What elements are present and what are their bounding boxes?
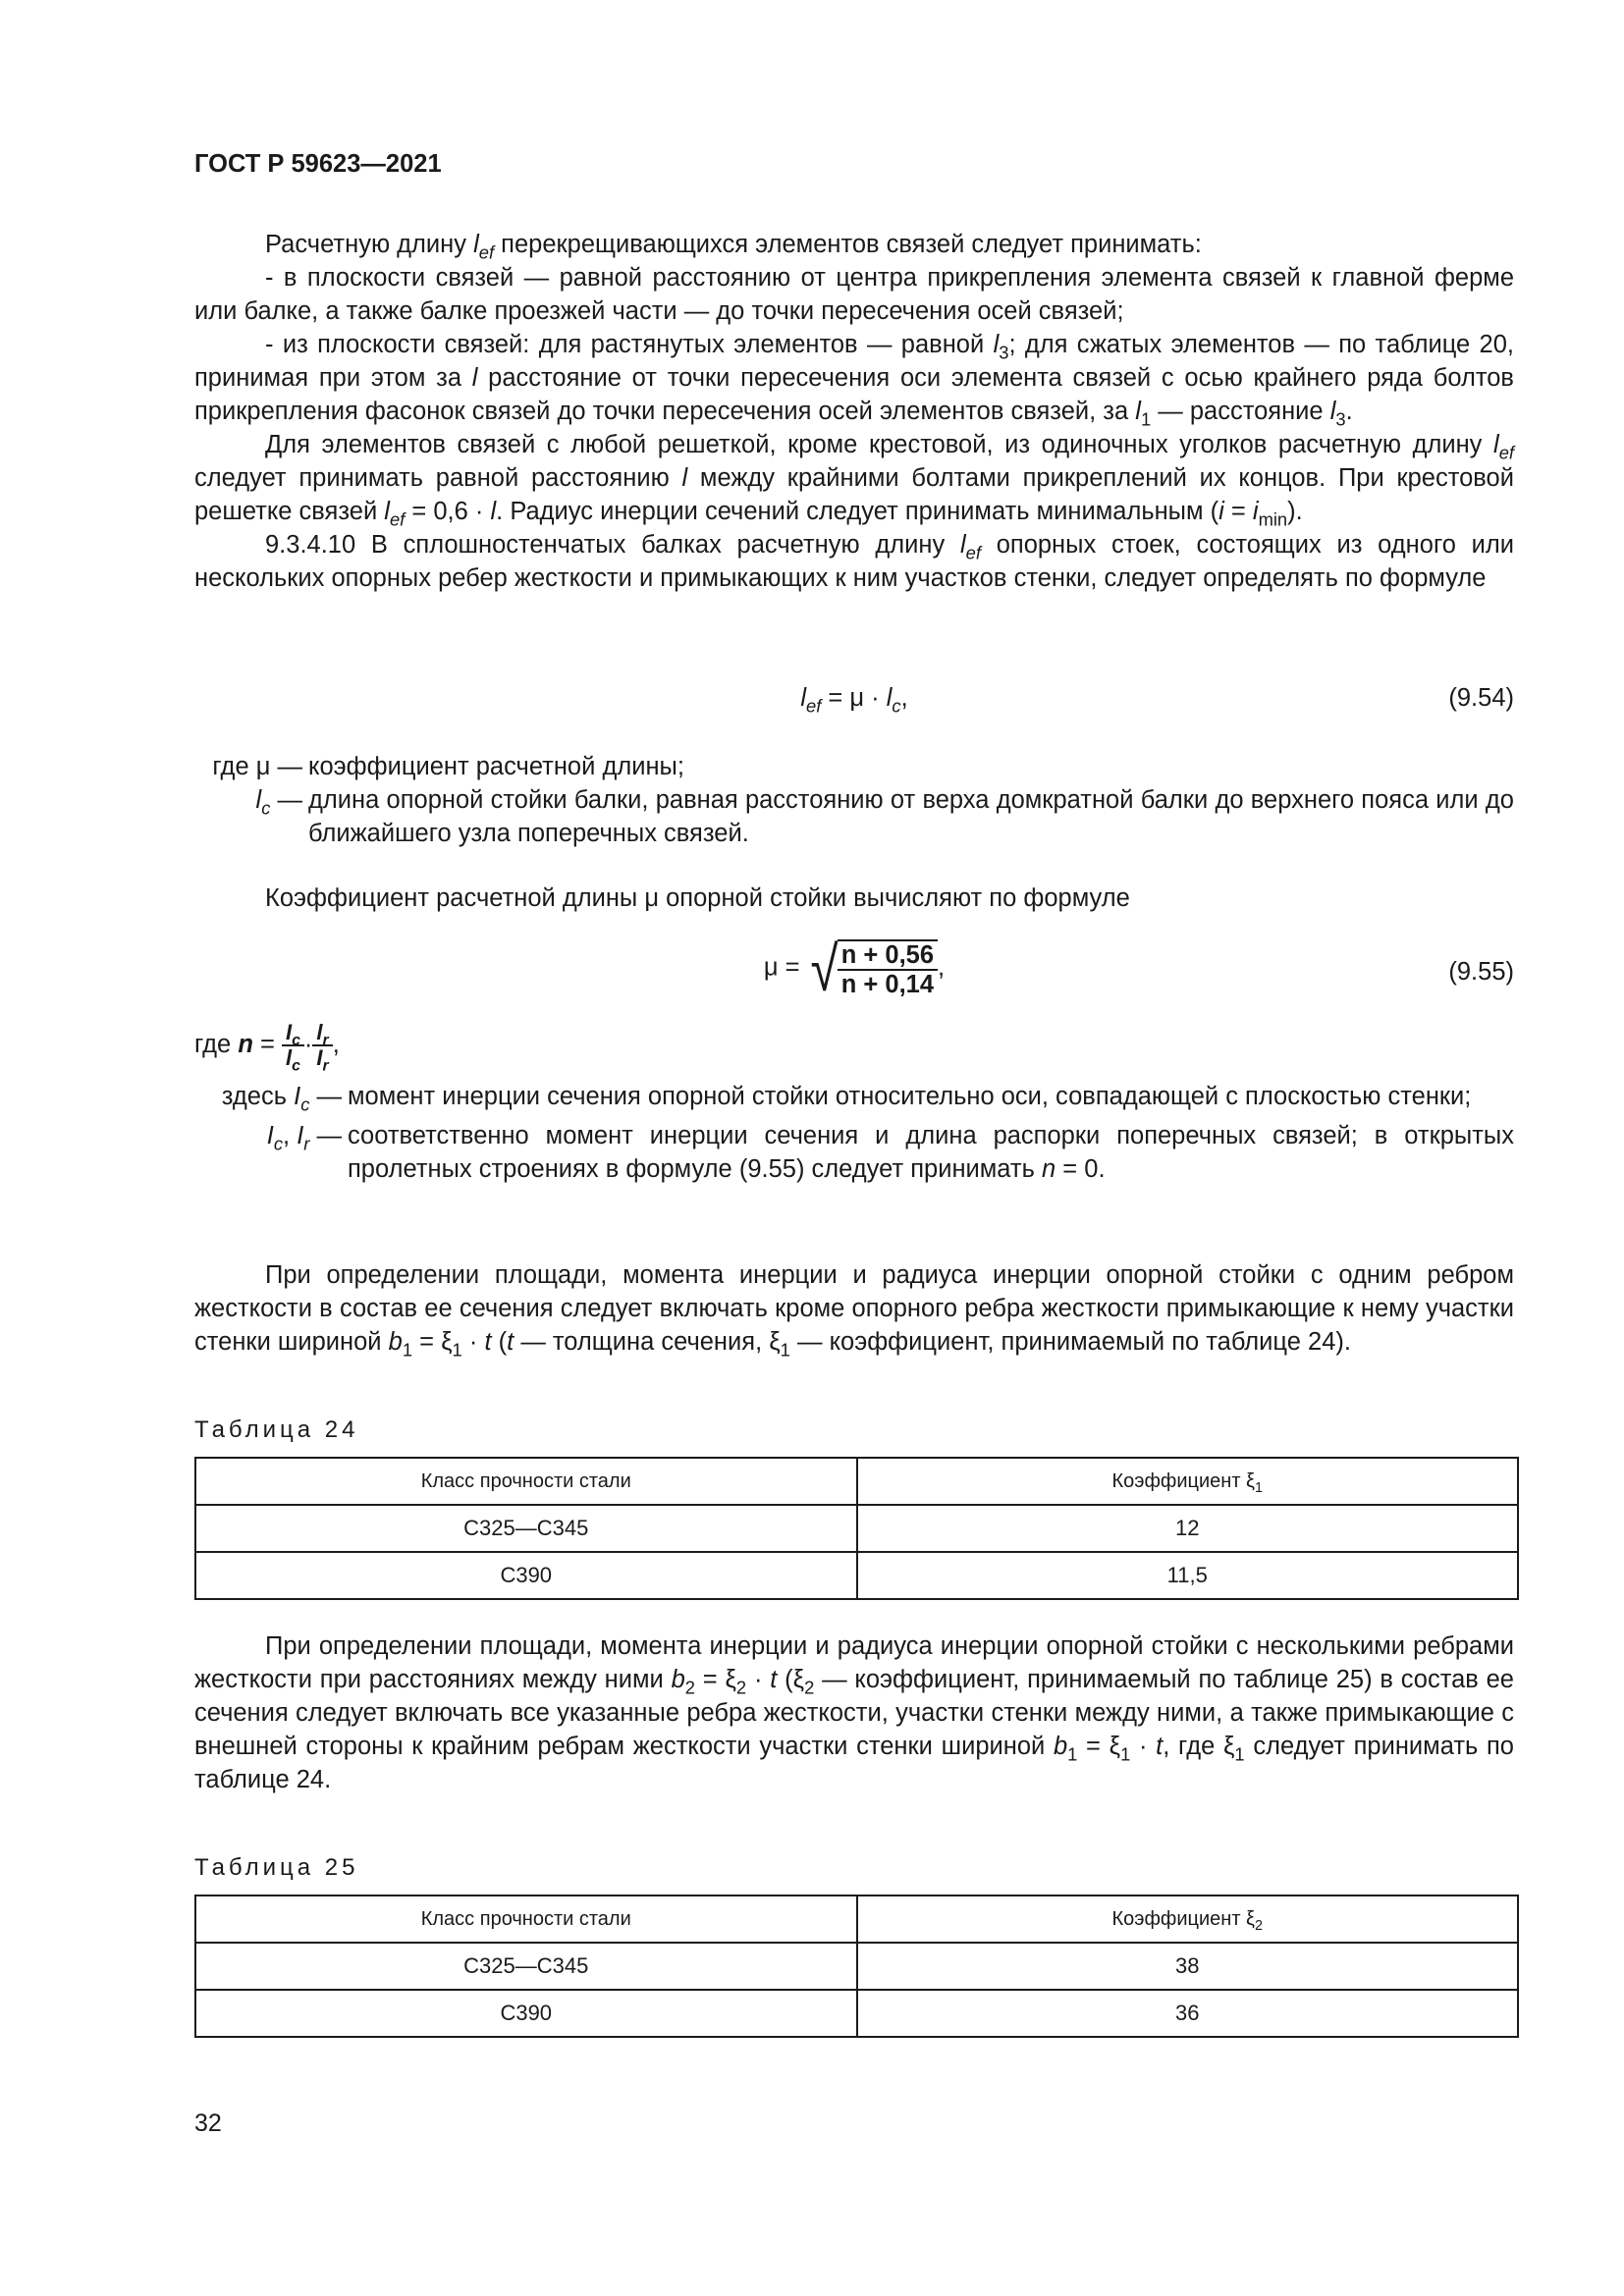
where-mu: где μ — коэффициент расчетной длины; — [212, 753, 684, 780]
formula-9-54-expression: $l_{ef} = \mu \cdot l_c$, — [800, 684, 908, 717]
table-header-row — [195, 1458, 1518, 1505]
paragraph-intro: Расчетную длину $l_{ef}$ перекрещивающихся элементов связей следует принимать: — [265, 231, 1202, 263]
paragraph-effective-length — [194, 228, 1514, 595]
table-row: С325—С345 38 — [195, 1943, 1518, 1990]
table-row: С390 11,5 — [195, 1552, 1518, 1599]
table-24 — [194, 1457, 1519, 1600]
where-block-9-55 — [194, 1021, 1514, 1186]
table-row: С390 36 — [195, 1990, 1518, 2037]
where-block-9-54 — [194, 750, 1514, 850]
table-header-row — [195, 1896, 1518, 1943]
page-number: 32 — [194, 2109, 222, 2137]
formula-9-54-number: (9.54) — [1448, 684, 1514, 712]
where-n-definition: где n = $\frac{I_c}{l_c}$ · $\frac{l_r}{I_r}$ , — [194, 1020, 340, 1075]
formula-9-55-expression: μ = √ $\frac{n + 0,56}{n + 0,14}$ , — [763, 934, 946, 1004]
table-row: С325—С345 12 — [195, 1505, 1518, 1552]
column-header-coefficient: Коэффициент $\xi_2$ — [857, 1896, 1519, 1943]
paragraph-lattice: Для элементов связей с любой решеткой, кроме крестовой, из одиночных уголков расчетную длину $l_{ef}$ следует принимать равной расстоянию l между крайними болтами прикреплений их концов. При крестовой решетке связей $l_{ef} = 0,6 \cdot l$. Радиус инерции сечений следует принимать минимальным $(i = i_{min})$. — [194, 431, 1514, 530]
paragraph-mu-formula-intro: Коэффициент расчетной длины μ опорной стойки вычисляют по формуле — [265, 884, 1130, 912]
table-25 — [194, 1895, 1519, 2038]
where-lc: $l_c$ — длина опорной стойки балки, равная расстоянию от верха домкратной балки до верхнего пояса или до ближайшего узла поперечных связей. — [255, 786, 1514, 847]
formula-9-55-number: (9.55) — [1448, 958, 1514, 986]
column-header-steel-class: Класс прочности стали — [195, 1896, 857, 1943]
paragraph-9-3-4-10: 9.3.4.10 В сплошностенчатых балках расчетную длину $l_{ef}$ опорных стоек, состоящих из одного или нескольких опорных ребер жесткости и примыкающих к ним участков стенки, следует определять по формуле — [194, 531, 1514, 592]
document-header: ГОСТ Р 59623—2021 — [194, 150, 442, 178]
where-ic: здесь $I_c$ — момент инерции сечения опорной стойки относительно оси, совпадающей с плоскостью стенки; — [221, 1083, 1472, 1115]
column-header-coefficient: Коэффициент $\xi_1$ — [857, 1458, 1519, 1505]
paragraph-multiple-ribs: При определении площади, момента инерции и радиуса инерции опорной стойки с несколькими ребрами жесткости при расстояниях между ними $b_2 = \xi_2 \cdot t$ ($\xi_2$ — коэффициент, принимаемый по таблице 25) в состав ее сечения следует включать все указанные ребра жесткости, участки стенки между ними, а также примыкающие с внешней стороны к крайним ребрам жесткости участки стенки шириной $b_1 = \xi_1 \cdot t$, где $\xi_1$ следует принимать по таблице 24. — [194, 1632, 1514, 1793]
table-25-caption: Таблица 25 — [194, 1854, 359, 1881]
where-ir: $I_c$, $I_r$ — соответственно момент инерции сечения и длина распорки поперечных связей; в открытых пролетных строениях в формуле (9.55) следует принимать n = 0. — [266, 1122, 1514, 1184]
sqrt-symbol: √ $\frac{n + 0,56}{n + 0,14}$ — [807, 937, 938, 1000]
bullet-in-plane: - в плоскости связей — равной расстоянию от центра прикрепления элемента связей к главной ферме или балке, а также балке проезжей части — до точки пересечения осей связей; — [194, 264, 1514, 325]
table-24-caption: Таблица 24 — [194, 1416, 359, 1443]
paragraph-single-rib: При определении площади, момента инерции и радиуса инерции опорной стойки с одним ребром жесткости в состав ее сечения следует включать кроме опорного ребра жесткости примыкающие к нему участки стенки шириной $b_1 = \xi_1 \cdot t$ (t — толщина сечения, $\xi_1$ — коэффициент, принимаемый по таблице 24). — [194, 1261, 1514, 1361]
formula-9-54 — [194, 681, 1514, 721]
bullet-out-of-plane: - из плоскости связей: для растянутых элементов — равной $l_3$; для сжатых элементов — по таблице 20, принимая при этом за l расстояние от точки пересечения оси элемента связей с осью крайнего ряда болтов прикрепления фасонок связей до точки пересечения осей элементов связей, за $l_1$ — расстояние $l_3$. — [194, 331, 1514, 430]
column-header-steel-class: Класс прочности стали — [195, 1458, 857, 1505]
formula-9-55 — [194, 934, 1514, 1006]
